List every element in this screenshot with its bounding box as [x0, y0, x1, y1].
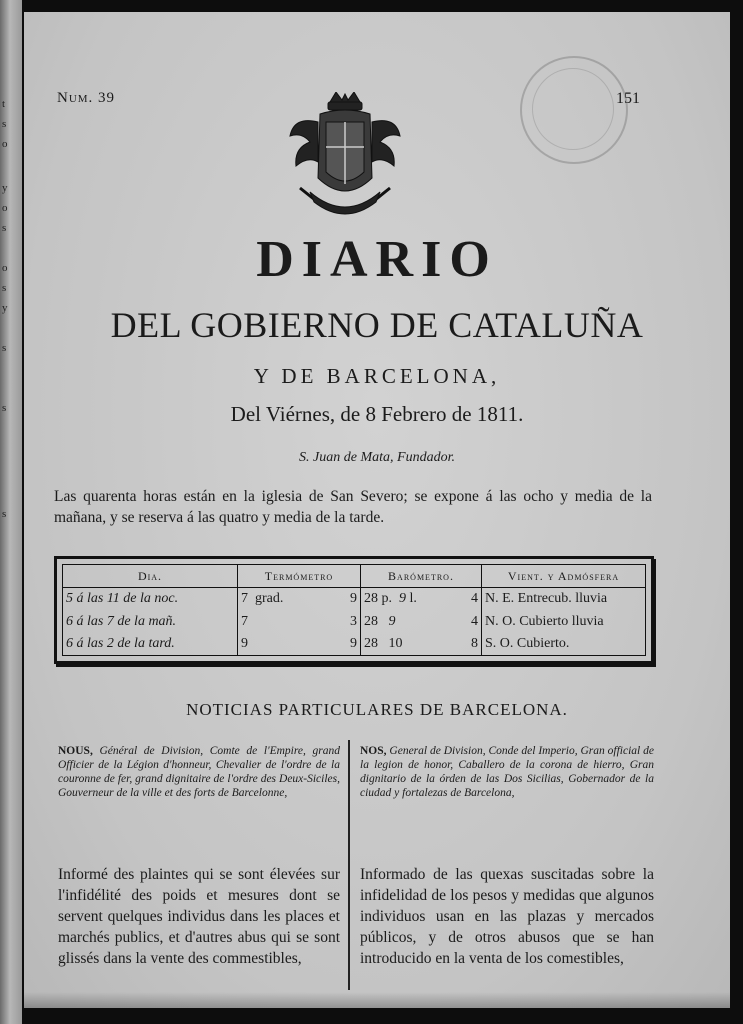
column-divider — [348, 740, 350, 990]
header-barometro: Barómetro. — [361, 565, 482, 588]
french-decree-body: Informé des plaintes qui se sont élevées sur l'infidélité des poids et mesures dont se servent quelques individus dans les places et marchés publics, et d'autres abus qui se sont glissés dans la vente des commestibles, — [58, 866, 340, 967]
dia-cell: 6 á las 2 de la tard. — [63, 633, 238, 655]
viento-cell: S. O. Cubierto. — [485, 635, 570, 651]
barometro-cell: 28 9 4 — [361, 610, 482, 632]
termometro-cell: 7 3 — [238, 610, 361, 632]
header-termometro: Termómetro — [238, 565, 361, 588]
viento-cell: N. O. Cubierto lluvia — [485, 613, 604, 629]
table-row — [63, 610, 645, 632]
table-row — [63, 633, 645, 655]
viento-cell: N. E. Entrecub. lluvia — [485, 591, 608, 607]
spanish-decree-heading — [360, 744, 654, 800]
header-dia: Dia. — [63, 565, 238, 588]
issue-number: Num. 39 — [57, 90, 116, 106]
dia-cell: 5 á las 11 de la noc. — [63, 588, 238, 611]
section-title: NOTICIAS PARTICULARES DE BARCELONA. — [186, 700, 568, 719]
header-viento: Vient. y Admósfera — [482, 565, 646, 588]
french-lead-word: NOUS, — [58, 745, 93, 757]
spanish-decree-body: Informado de las quexas suscitadas sobre la infidelidad de los pesos y medidas que algunos individuos usan en las plazas y mercados públicos, y de otros abusos que se han introducido en la venta de los comestibles, — [360, 866, 654, 967]
newspaper-subtitle-city: Y DE BARCELONA, — [253, 364, 501, 388]
royal-crest-icon — [280, 92, 410, 224]
table-row — [63, 588, 645, 611]
spanish-heading-text: General de Division, Conde del Imperio, Gran official de la legion de honor, Caballero de la corona de hierro, Gran dignitario de la órden de las Dos Sicilias, Gobernador de la ciudad y fortalezas de Barcelona, — [360, 745, 654, 799]
page-edge-shadow — [24, 992, 730, 1008]
termometro-cell: 9 9 — [238, 633, 361, 655]
weather-table — [54, 556, 654, 664]
newspaper-page — [24, 12, 730, 1008]
french-heading-text: Général de Division, Comte de l'Empire, grand Officier de la Légion d'honneur, Chevalier de l'ordre de la couronne de fer, grand dignitaire de l'ordre des Deux-Siciles, Gouverneur de la ville et des forts de Barcelonne, — [58, 745, 340, 799]
church-notice: Las quarenta horas están en la iglesia de San Severo; se expone á las ocho y media de la mañana, y se reserva á las quatro y media de la tarde. — [54, 488, 652, 526]
saint-of-day: S. Juan de Mata, Fundador. — [299, 450, 455, 465]
termometro-cell: 7 grad. 9 — [238, 588, 361, 611]
dia-cell: 6 á las 7 de la mañ. — [63, 610, 238, 632]
page-number: 151 — [616, 90, 640, 107]
barometro-cell: 28 p. 9 l. 4 — [361, 588, 482, 611]
newspaper-title: DIARIO — [256, 231, 498, 288]
spanish-lead-word: NOS, — [360, 745, 387, 757]
dateline: Del Viérnes, de 8 Febrero de 1811. — [230, 402, 524, 426]
newspaper-subtitle: DEL GOBIERNO DE CATALUÑA — [110, 305, 644, 345]
library-stamp — [520, 56, 628, 164]
barometro-cell: 28 10 8 — [361, 633, 482, 655]
adjacent-page-edge: t s o y o s o s y s s s — [0, 0, 22, 1024]
french-decree-heading — [58, 744, 340, 800]
